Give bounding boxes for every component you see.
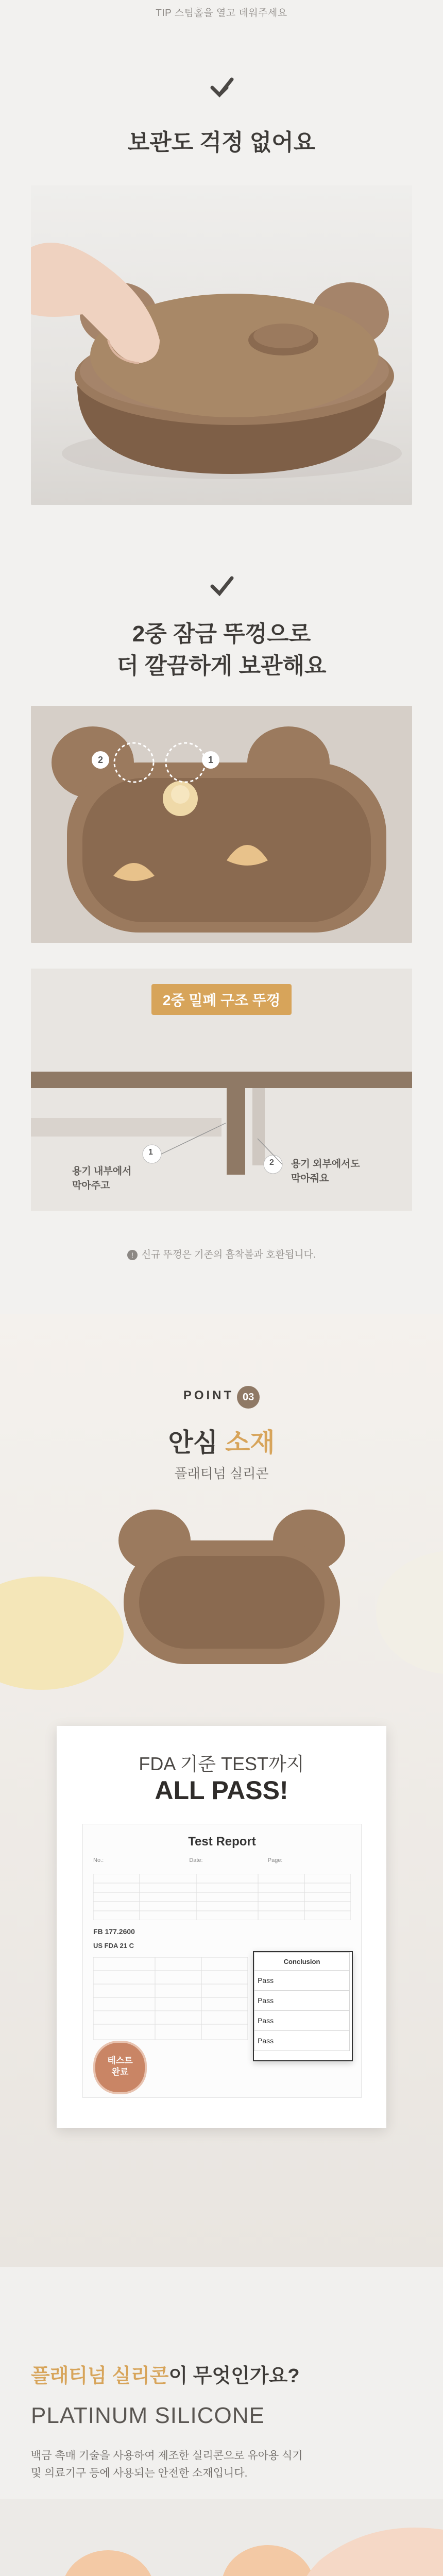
pass-value: Pass xyxy=(254,1971,350,1991)
report-subtable-lines xyxy=(93,1957,248,2040)
stamp-line1: 테스트 xyxy=(107,2056,133,2065)
compat-notice: ! 신규 뚜껑은 기존의 흡착볼과 호환됩니다. xyxy=(0,1247,443,1261)
report-fda-line: FB 177.2600 xyxy=(93,1927,135,1936)
check-icon xyxy=(207,572,236,601)
report-title: Test Report xyxy=(188,1835,256,1849)
annot-2-num: 2 xyxy=(269,1158,274,1167)
annot-1-line2: 막아주고 xyxy=(72,1180,110,1191)
test-complete-stamp xyxy=(93,2041,147,2094)
fda-line1: FDA 기준 TEST까지 xyxy=(139,1753,304,1774)
double-lock-title-line2: 더 깔끔하게 보관해요 xyxy=(116,653,327,679)
bear-plate-illustration xyxy=(31,706,412,943)
marker-1: 1 xyxy=(202,751,219,769)
storage-section xyxy=(0,0,443,536)
storage-title: 보관도 걱정 없어요 xyxy=(127,130,316,155)
platinum-desc-line2: 및 의료기구 등에 사용되는 안전한 소재입니다. xyxy=(31,2467,248,2479)
fda-report-card xyxy=(57,1726,386,2128)
double-lock-section xyxy=(0,536,443,1314)
stamp-line2: 완료 xyxy=(111,2067,129,2077)
report-table-lines xyxy=(93,1874,351,1920)
point3-number: 03 xyxy=(237,1386,260,1409)
point3-section xyxy=(0,1314,443,2267)
report-us-fda-line: US FDA 21 C xyxy=(93,1942,134,1950)
annot-1-num: 1 xyxy=(148,1148,153,1157)
point3-subtitle: 플래티넘 실리콘 xyxy=(174,1466,269,1481)
annot-2-line2: 막아줘요 xyxy=(291,1173,329,1184)
plate-photo xyxy=(31,706,412,943)
double-lock-title-line1: 2중 잠금 뚜껑으로 xyxy=(132,621,311,647)
report-sheet xyxy=(82,1824,362,2098)
marker-2: 2 xyxy=(92,751,109,769)
point3-title-part1: 안심 xyxy=(168,1428,225,1457)
structure-diagram xyxy=(31,969,412,1211)
report-date-label: Date: xyxy=(189,1857,203,1863)
storage-photo xyxy=(31,185,412,505)
tip-text: TIP 스팀홀을 열고 데워주세요 xyxy=(156,8,287,19)
platinum-question-part2: 이 무엇인가요? xyxy=(168,2365,300,2387)
pass-value: Pass xyxy=(254,2031,350,2051)
annot-1-line1: 용기 내부에서 xyxy=(72,1166,132,1177)
report-no-label: No.: xyxy=(93,1857,104,1863)
platinum-section xyxy=(0,2267,443,2576)
pass-value: Pass xyxy=(254,1991,350,2011)
baby-plate-illustration xyxy=(0,2499,443,2576)
platinum-heading: PLATINUM SILICONE xyxy=(31,2403,265,2428)
annot-2-line1: 용기 외부에서도 xyxy=(291,1159,360,1170)
report-page-label: Page: xyxy=(267,1857,283,1863)
platinum-question-part1: 플래티넘 실리콘 xyxy=(31,2365,169,2387)
check-icon xyxy=(207,73,236,102)
structure-label: 2중 밀폐 구조 뚜껑 xyxy=(151,984,292,1015)
info-icon: ! xyxy=(127,1250,138,1260)
point3-title-part2: 소재 xyxy=(225,1428,275,1457)
conclusion-header: Conclusion xyxy=(254,1953,350,1971)
point3-label: POINT xyxy=(183,1388,234,1403)
conclusion-box xyxy=(253,1951,353,2061)
fda-line2: ALL PASS! xyxy=(155,1776,288,1805)
platinum-desc-line1: 백금 촉매 기술을 사용하여 제조한 실리콘으로 유아용 식기 xyxy=(31,2450,303,2462)
pass-value: Pass xyxy=(254,2011,350,2031)
bear-container-illustration xyxy=(31,185,412,505)
